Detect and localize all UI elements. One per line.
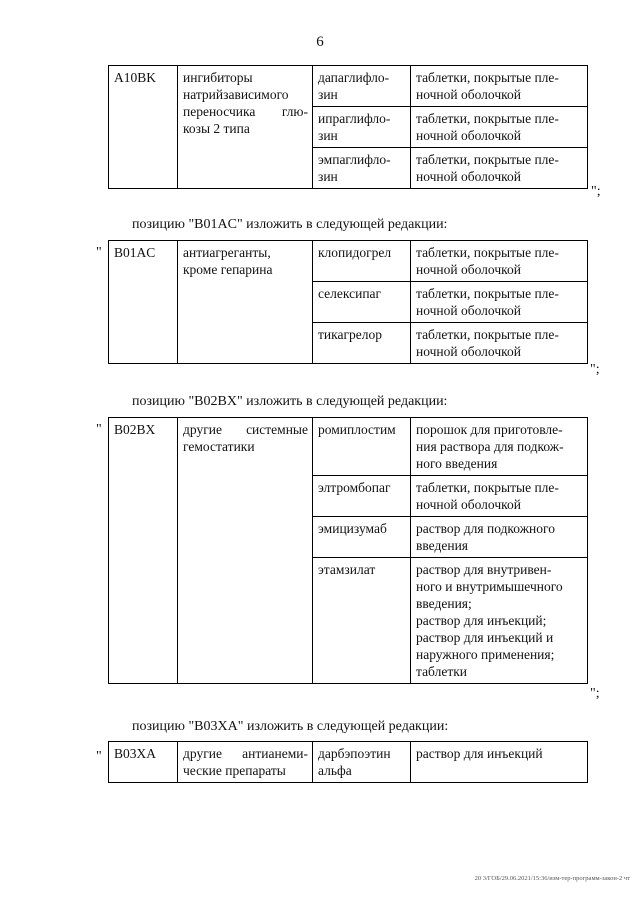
drug-name-line: зин xyxy=(318,128,338,143)
drug-table xyxy=(108,65,588,189)
dosage-form-cell xyxy=(411,476,588,517)
table-row xyxy=(109,66,588,107)
drug-name-line: тикагрелор xyxy=(318,327,382,342)
dosage-form-cell xyxy=(411,742,588,783)
dosage-form-line: ночной оболочкой xyxy=(416,497,521,512)
dosage-form-line: раствор для инъекций; xyxy=(416,613,547,628)
pharmacological-group-cell xyxy=(178,742,313,783)
drug-name-line: этамзилат xyxy=(318,562,376,577)
dosage-form-line: таблетки, покрытые пле- xyxy=(416,480,559,495)
dosage-form-line: ночной оболочкой xyxy=(416,87,521,102)
dosage-form-line: раствор для внутривен- xyxy=(416,562,552,577)
group-line: другие антианеми- xyxy=(183,746,308,761)
drug-name-cell xyxy=(313,742,411,783)
dosage-form-line: таблетки, покрытые пле- xyxy=(416,286,559,301)
dosage-form-line: ного и внутримышечного xyxy=(416,579,563,594)
atc-code-cell: B01AC xyxy=(109,241,178,364)
dosage-form-line: таблетки, покрытые пле- xyxy=(416,245,559,260)
dosage-form-line: таблетки, покрытые пле- xyxy=(416,70,559,85)
dosage-form-line: таблетки xyxy=(416,664,468,679)
drug-name-line: дапаглифло- xyxy=(318,70,390,85)
drug-name-cell xyxy=(313,323,411,364)
section-intro: позицию "B03XA" изложить в следующей редакции: xyxy=(132,719,449,734)
drug-table xyxy=(108,741,588,783)
atc-code-cell: B03XA xyxy=(109,742,178,783)
dosage-form-line: ночной оболочкой xyxy=(416,303,521,318)
dosage-form-line: наружного применения; xyxy=(416,647,555,662)
closing-quote: "; xyxy=(590,362,600,377)
group-line: натрийзависимого xyxy=(183,87,289,102)
table-row xyxy=(109,241,588,282)
drug-name-line: ипраглифло- xyxy=(318,111,391,126)
dosage-form-line: ночной оболочкой xyxy=(416,169,521,184)
dosage-form-line: ночной оболочкой xyxy=(416,128,521,143)
dosage-form-line: раствор для инъекций xyxy=(416,746,543,761)
drug-name-line: эмицизумаб xyxy=(318,521,387,536)
page-number: 6 xyxy=(316,34,324,50)
pharmacological-group-cell xyxy=(178,418,313,684)
group-line: другие системные xyxy=(183,422,308,437)
pharmacological-group-cell xyxy=(178,66,313,189)
group-line: переносчика глю- xyxy=(183,104,308,119)
table-row xyxy=(109,418,588,476)
drug-name-line: зин xyxy=(318,169,338,184)
atc-code-cell: B02BX xyxy=(109,418,178,684)
drug-name-line: дарбэпоэтин xyxy=(318,746,391,761)
dosage-form-line: порошок для приготовле- xyxy=(416,422,563,437)
section-intro: позицию "B02BX" изложить в следующей редакции: xyxy=(132,394,448,409)
drug-table xyxy=(108,417,588,684)
dosage-form-cell xyxy=(411,418,588,476)
drug-name-cell xyxy=(313,476,411,517)
section-intro: позицию "B01AC" изложить в следующей редакции: xyxy=(132,217,448,232)
dosage-form-cell xyxy=(411,323,588,364)
dosage-form-cell xyxy=(411,107,588,148)
closing-quote: "; xyxy=(590,686,600,701)
drug-name-cell xyxy=(313,66,411,107)
dosage-form-cell xyxy=(411,148,588,189)
drug-name-cell xyxy=(313,148,411,189)
dosage-form-line: ного введения xyxy=(416,456,498,471)
drug-name-line: селексипаг xyxy=(318,286,382,301)
closing-quote: "; xyxy=(591,184,601,199)
drug-name-line: эмпаглифло- xyxy=(318,152,391,167)
open-quote: " xyxy=(96,422,102,437)
table-row xyxy=(109,742,588,783)
atc-code-cell: A10BK xyxy=(109,66,178,189)
open-quote: " xyxy=(96,749,102,764)
dosage-form-cell xyxy=(411,66,588,107)
drug-name-cell xyxy=(313,558,411,684)
dosage-form-line: раствор для инъекций и xyxy=(416,630,554,645)
drug-name-line: альфа xyxy=(318,763,352,778)
group-line: козы 2 типа xyxy=(183,121,250,136)
dosage-form-cell xyxy=(411,241,588,282)
drug-name-cell xyxy=(313,517,411,558)
drug-name-line: клопидогрел xyxy=(318,245,392,260)
dosage-form-line: введения xyxy=(416,538,469,553)
dosage-form-line: таблетки, покрытые пле- xyxy=(416,111,559,126)
dosage-form-cell xyxy=(411,558,588,684)
group-line: гемостатики xyxy=(183,439,255,454)
dosage-form-line: таблетки, покрытые пле- xyxy=(416,152,559,167)
dosage-form-line: ночной оболочкой xyxy=(416,262,521,277)
open-quote: " xyxy=(96,245,102,260)
drug-name-line: элтромбопаг xyxy=(318,480,391,495)
group-line: ческие препараты xyxy=(183,763,286,778)
group-line: кроме гепарина xyxy=(183,262,273,277)
dosage-form-line: раствор для подкожного xyxy=(416,521,555,536)
dosage-form-line: ния раствора для подкож- xyxy=(416,439,564,454)
dosage-form-line: введения; xyxy=(416,596,472,611)
group-line: антиагреганты, xyxy=(183,245,271,260)
footer-stamp: 20 3/ГОБ/29.06.2021/15:36/изм-тер-программ-закон-2 чт xyxy=(474,875,630,882)
dosage-form-line: ночной оболочкой xyxy=(416,344,521,359)
group-line: ингибиторы xyxy=(183,70,253,85)
pharmacological-group-cell xyxy=(178,241,313,364)
drug-name-line: ромиплостим xyxy=(318,422,396,437)
drug-name-line: зин xyxy=(318,87,338,102)
drug-name-cell xyxy=(313,107,411,148)
drug-table xyxy=(108,240,588,364)
drug-name-cell xyxy=(313,418,411,476)
dosage-form-cell xyxy=(411,517,588,558)
drug-name-cell xyxy=(313,241,411,282)
drug-name-cell xyxy=(313,282,411,323)
dosage-form-line: таблетки, покрытые пле- xyxy=(416,327,559,342)
dosage-form-cell xyxy=(411,282,588,323)
